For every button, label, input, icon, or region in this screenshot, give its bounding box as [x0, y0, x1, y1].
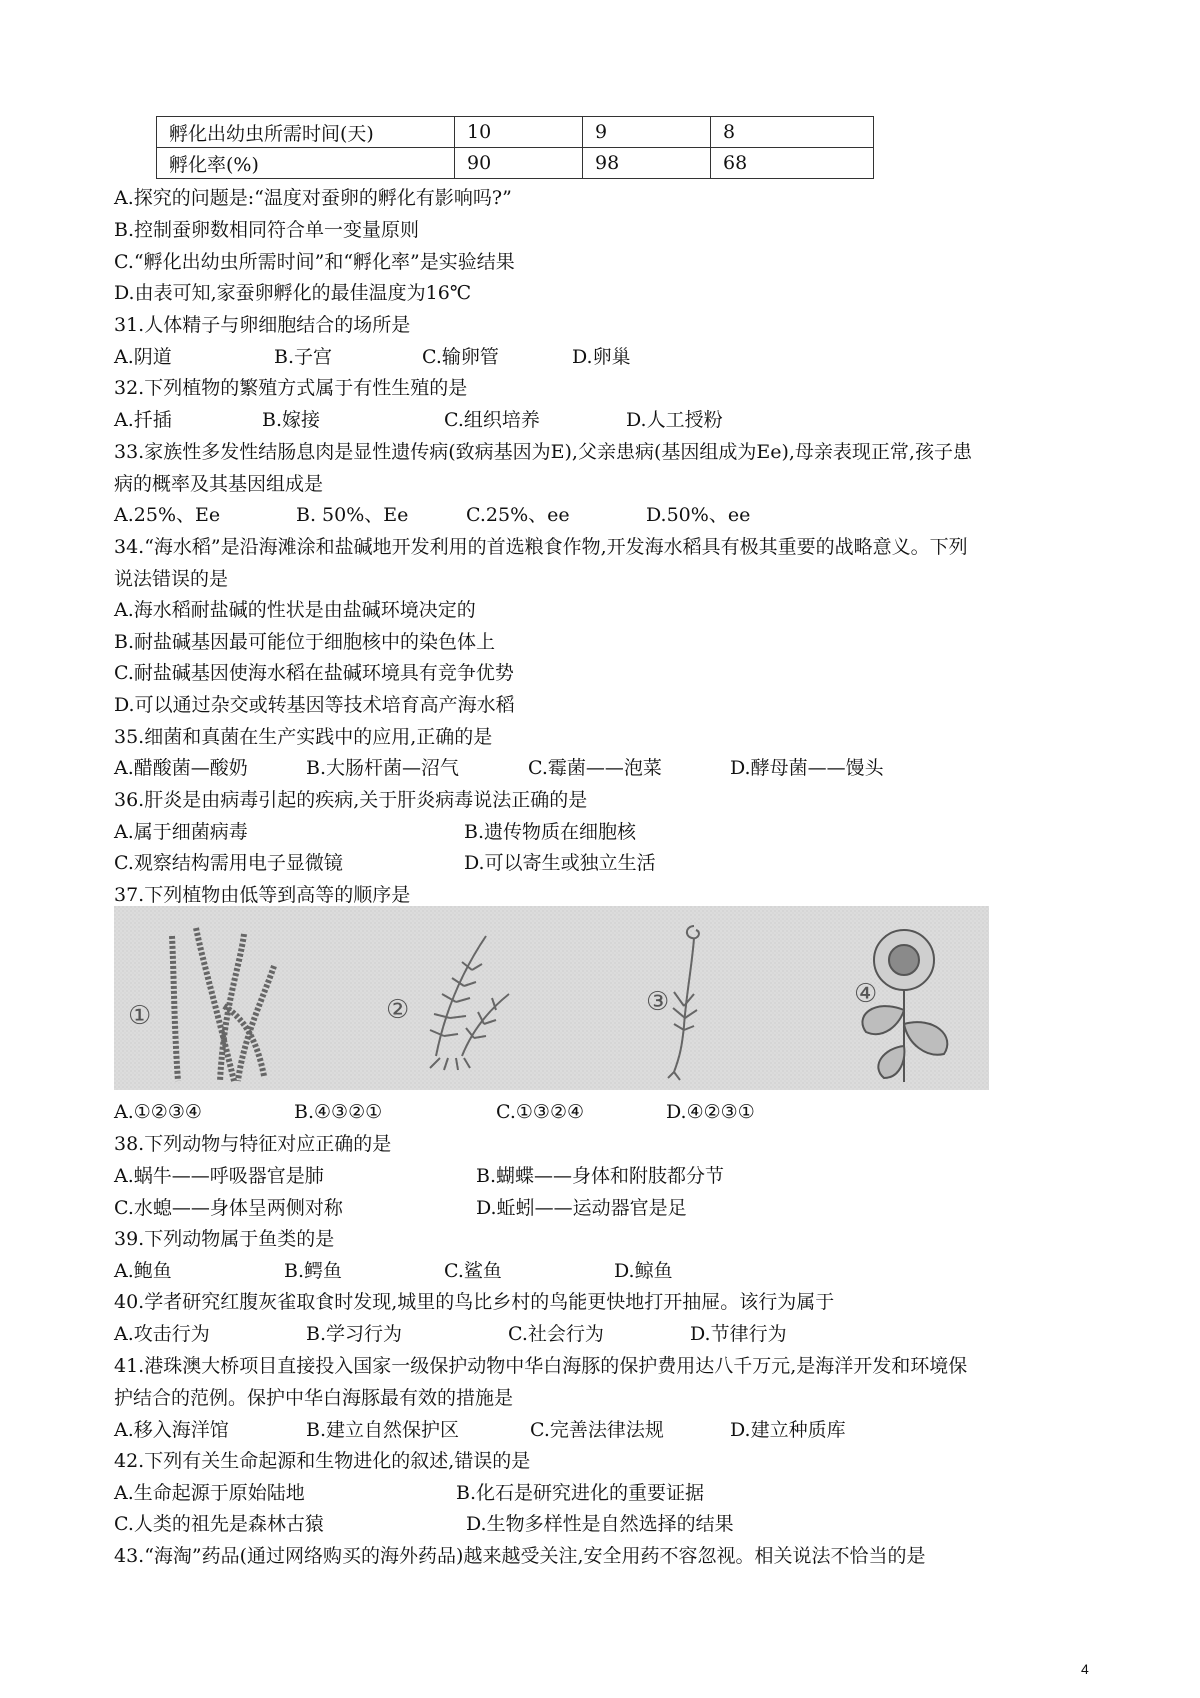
q38-option-c: C.水螅——身体呈两侧对称: [114, 1197, 343, 1219]
q42-option-a: A.生命起源于原始陆地: [114, 1482, 305, 1504]
q30-option-d: D.由表可知,家蚕卵孵化的最佳温度为16℃: [114, 282, 472, 304]
table-cell: 10: [455, 117, 583, 148]
q33-option-c: C.25%、ee: [466, 504, 570, 526]
q39-option-d: D.鲸鱼: [614, 1260, 673, 1282]
q40-option-d: D.节律行为: [690, 1323, 787, 1345]
q41-stem-line1: 41.港珠澳大桥项目直接投入国家一级保护动物中华白海豚的保护费用达八千万元,是海洋开发和环境保: [114, 1355, 968, 1377]
table-cell: 98: [583, 148, 711, 179]
q40-option-a: A.攻击行为: [114, 1323, 210, 1345]
q31-stem: 31.人体精子与卵细胞结合的场所是: [114, 314, 411, 336]
q32-stem: 32.下列植物的繁殖方式属于有性生殖的是: [114, 377, 468, 399]
q40-option-b: B.学习行为: [306, 1323, 403, 1345]
q31-option-d: D.卵巢: [572, 346, 631, 368]
q36-option-b: B.遗传物质在细胞核: [464, 821, 637, 843]
figure-label-4: ④: [854, 979, 878, 1009]
q39-option-a: A.鲍鱼: [114, 1260, 172, 1282]
q31-option-b: B.子宫: [274, 346, 333, 368]
q37-stem: 37.下列植物由低等到高等的顺序是: [114, 884, 411, 906]
q34-stem-line1: 34.“海水稻”是沿海滩涂和盐碱地开发利用的首选粮食作物,开发海水稻具有极其重要的战略意义。下列: [114, 536, 968, 558]
table-row: [157, 148, 874, 179]
table-cell: 90: [455, 148, 583, 179]
data-table: [156, 116, 874, 179]
table-cell: 9: [583, 117, 711, 148]
q42-option-b: B.化石是研究进化的重要证据: [456, 1482, 705, 1504]
q34-stem-line2: 说法错误的是: [114, 568, 229, 590]
q36-option-d: D.可以寄生或独立生活: [464, 852, 656, 874]
page-number: 4: [1081, 1661, 1089, 1677]
q39-option-b: B.鳄鱼: [284, 1260, 343, 1282]
q30-option-a: A.探究的问题是:“温度对蚕卵的孵化有影响吗?”: [114, 187, 512, 209]
figure-label-2: ②: [386, 995, 410, 1025]
table-cell: 8: [711, 117, 874, 148]
q38-option-a: A.蜗牛——呼吸器官是肺: [114, 1165, 324, 1187]
figure-label-1: ①: [128, 1001, 152, 1031]
q30-option-b: B.控制蚕卵数相同符合单一变量原则: [114, 219, 420, 241]
table-cell: 68: [711, 148, 874, 179]
q38-option-d: D.蚯蚓——运动器官是足: [476, 1197, 687, 1219]
q41-option-b: B.建立自然保护区: [306, 1419, 460, 1441]
q35-option-d: D.酵母菌——馒头: [730, 757, 884, 779]
q37-option-b: B.④③②①: [294, 1101, 383, 1123]
plants-figure: [114, 906, 989, 1090]
q41-option-a: A.移入海洋馆: [114, 1419, 229, 1441]
q35-option-b: B.大肠杆菌—沼气: [306, 757, 460, 779]
q33-stem-line1: 33.家族性多发性结肠息肉是显性遗传病(致病基因为E),父亲患病(基因组成为Ee),母亲表现正常,孩子患: [114, 441, 972, 463]
q33-option-d: D.50%、ee: [646, 504, 751, 526]
q32-option-d: D.人工授粉: [626, 409, 723, 431]
q41-stem-line2: 护结合的范例。保护中华白海豚最有效的措施是: [114, 1387, 514, 1409]
q40-option-c: C.社会行为: [508, 1323, 604, 1345]
q40-stem: 40.学者研究红腹灰雀取食时发现,城里的鸟比乡村的鸟能更快地打开抽屉。该行为属于: [114, 1291, 835, 1313]
q31-option-c: C.输卵管: [422, 346, 499, 368]
q32-option-b: B.嫁接: [262, 409, 321, 431]
q32-option-a: A.扦插: [114, 409, 172, 431]
q33-option-b: B. 50%、Ee: [296, 504, 409, 526]
q42-option-c: C.人类的祖先是森林古猿: [114, 1513, 324, 1535]
q37-option-c: C.①③②④: [496, 1101, 585, 1123]
table-cell: 孵化出幼虫所需时间(天): [157, 117, 455, 148]
q39-stem: 39.下列动物属于鱼类的是: [114, 1228, 335, 1250]
q34-option-a: A.海水稻耐盐碱的性状是由盐碱环境决定的: [114, 599, 476, 621]
q35-option-a: A.醋酸菌—酸奶: [114, 757, 248, 779]
q32-option-c: C.组织培养: [444, 409, 540, 431]
q36-option-a: A.属于细菌病毒: [114, 821, 248, 843]
q34-option-b: B.耐盐碱基因最可能位于细胞核中的染色体上: [114, 631, 496, 653]
table-row: [157, 117, 874, 148]
q38-stem: 38.下列动物与特征对应正确的是: [114, 1133, 392, 1155]
q34-option-d: D.可以通过杂交或转基因等技术培育高产海水稻: [114, 694, 515, 716]
q31-option-a: A.阴道: [114, 346, 172, 368]
q35-option-c: C.霉菌——泡菜: [528, 757, 662, 779]
q36-stem: 36.肝炎是由病毒引起的疾病,关于肝炎病毒说法正确的是: [114, 789, 588, 811]
q37-option-a: A.①②③④: [114, 1101, 202, 1123]
q35-stem: 35.细菌和真菌在生产实践中的应用,正确的是: [114, 726, 493, 748]
q30-option-c: C.“孵化出幼虫所需时间”和“孵化率”是实验结果: [114, 251, 515, 273]
q38-option-b: B.蝴蝶——身体和附肢都分节: [476, 1165, 725, 1187]
figure-label-3: ③: [646, 987, 670, 1017]
q34-option-c: C.耐盐碱基因使海水稻在盐碱环境具有竞争优势: [114, 662, 514, 684]
q41-option-c: C.完善法律法规: [530, 1419, 664, 1441]
q33-stem-line2: 病的概率及其基因组成是: [114, 473, 324, 495]
q37-option-d: D.④②③①: [666, 1101, 755, 1123]
q43-stem: 43.“海淘”药品(通过网络购买的海外药品)越来越受关注,安全用药不容忽视。相关说法不恰当的是: [114, 1545, 926, 1567]
q33-option-a: A.25%、Ee: [114, 504, 221, 526]
q42-option-d: D.生物多样性是自然选择的结果: [466, 1513, 734, 1535]
q39-option-c: C.鲨鱼: [444, 1260, 502, 1282]
q36-option-c: C.观察结构需用电子显微镜: [114, 852, 343, 874]
q42-stem: 42.下列有关生命起源和生物进化的叙述,错误的是: [114, 1450, 531, 1472]
q41-option-d: D.建立种质库: [730, 1419, 846, 1441]
table-cell: 孵化率(%): [157, 148, 455, 179]
